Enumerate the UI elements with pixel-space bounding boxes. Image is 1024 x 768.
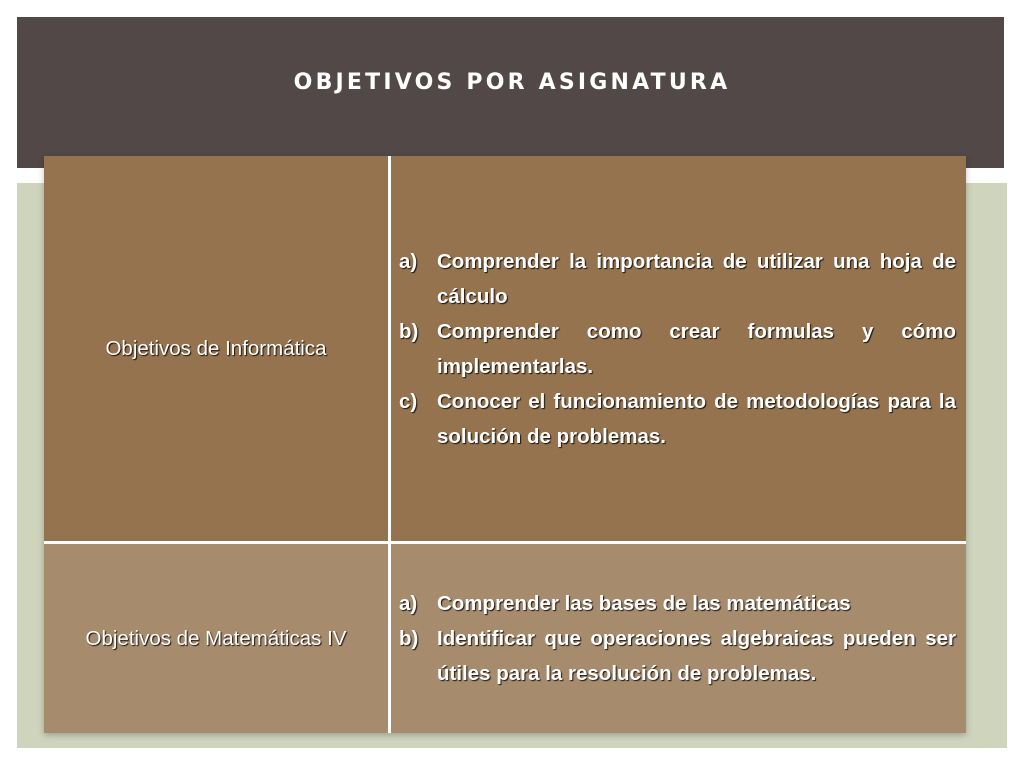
objectives-list — [399, 586, 956, 691]
list-marker: b) — [399, 319, 419, 343]
list-marker: c) — [399, 389, 418, 413]
subject-cell — [44, 156, 388, 541]
list-item — [399, 384, 956, 454]
table-row-matematicas — [44, 544, 966, 733]
table-row-informatica — [44, 156, 966, 541]
objectives-cell — [391, 544, 966, 733]
objective-text: Comprender las bases de las matemáticas — [437, 592, 851, 615]
objectives-list — [399, 244, 956, 454]
list-item — [399, 621, 956, 691]
objective-text: Comprender la importancia de utilizar una hoja de cálculo — [437, 249, 956, 308]
list-item — [399, 586, 956, 621]
objectives-cell — [391, 156, 966, 541]
list-marker: a) — [399, 249, 418, 273]
list-marker: a) — [399, 592, 418, 615]
slide-title: OBJETIVOS POR ASIGNATURA — [293, 70, 731, 95]
objective-text: Identificar que operaciones algebraicas pueden ser útiles para la resolución de problemas. — [437, 627, 956, 685]
subject-label: Objetivos de Matemáticas IV — [85, 626, 347, 650]
list-item — [399, 244, 956, 314]
list-item — [399, 314, 956, 384]
subject-cell — [44, 544, 388, 733]
list-marker: b) — [399, 627, 419, 650]
objectives-table — [44, 156, 966, 733]
objective-text: Conocer el funcionamiento de metodologías para la solución de problemas. — [437, 389, 956, 448]
subject-label: Objetivos de Informática — [105, 336, 327, 360]
objective-text: Comprender como crear formulas y cómo implementarlas. — [437, 319, 956, 378]
